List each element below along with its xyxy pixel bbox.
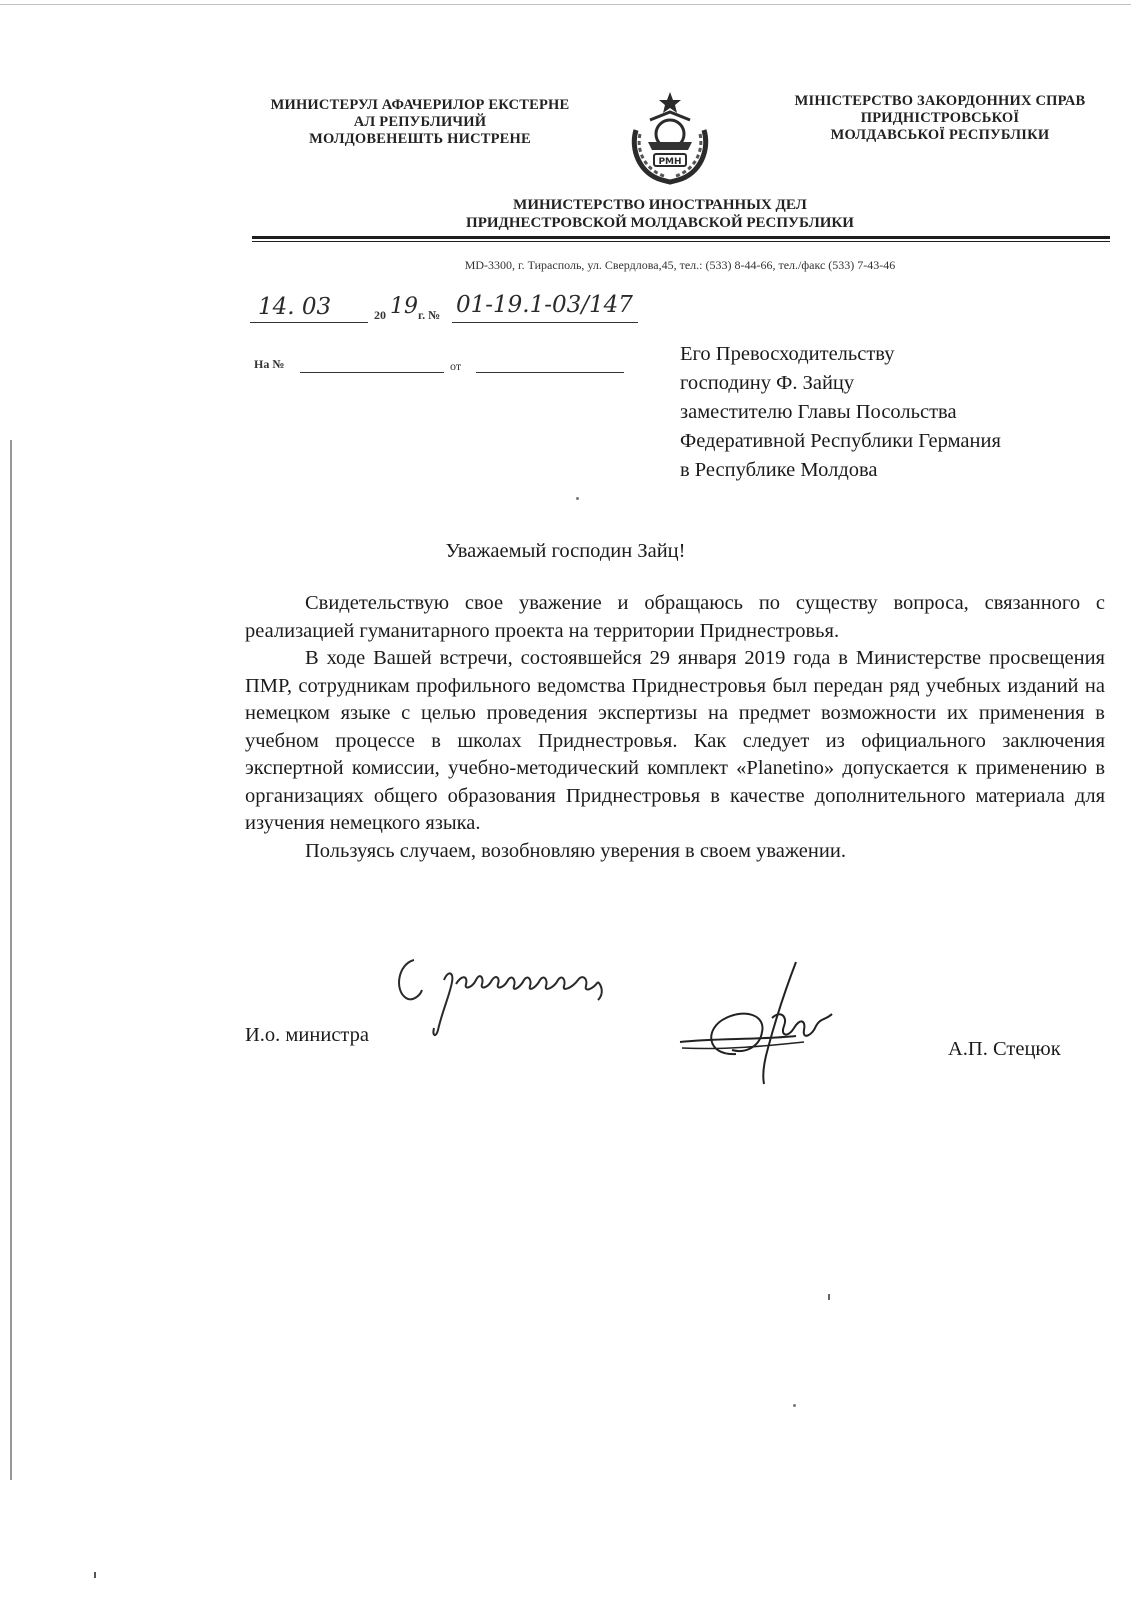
salutation: Уважаемый господин Зайц! <box>445 540 686 562</box>
incoming-reference <box>254 357 634 381</box>
year-suffix-number-label: г. № <box>418 308 441 322</box>
scan-speck <box>576 497 579 500</box>
scan-speck <box>94 1572 96 1578</box>
incoming-date-blank <box>476 372 624 373</box>
outgoing-date-underline <box>250 322 368 323</box>
ministry-name-russian-line2: ПРИДНЕСТРОВСКОЙ МОЛДАВСКОЙ РЕСПУБЛИКИ <box>466 215 854 231</box>
ministry-address: MD-3300, г. Тирасполь, ул. Свердлова,45, тел.: (533) 8-44-66, тел./факс (533) 7-43-46 <box>464 258 896 272</box>
incoming-number-blank <box>300 372 444 373</box>
year-handwritten: 19 <box>390 294 418 319</box>
ministry-name-ukrainian-line3: МОЛДАВСЬКОЇ РЕСПУБЛІКИ <box>830 127 1050 143</box>
signature-picture <box>676 958 836 1088</box>
recipient-line-2: господину Ф. Зайцу <box>680 372 855 394</box>
ministry-name-ukrainian-line1: МІНІСТЕРСТВО ЗАКОРДОННИХ СПРАВ <box>794 93 1086 109</box>
body-paragraph-3: Пользуясь случаем, возобновляю уверения в своем уважении. <box>305 839 846 862</box>
ministry-name-ukrainian-line2: ПРИДНІСТРОВСЬКОЇ <box>860 110 1020 126</box>
incoming-number-label: На № <box>254 357 285 371</box>
ministry-name-moldovan-line3: МОЛДОВЕНЕШТЬ НИСТРЕНЕ <box>309 131 531 147</box>
handwritten-closing <box>392 950 632 1040</box>
ministry-name-russian <box>420 196 900 232</box>
handwritten-closing-picture <box>392 950 632 1040</box>
letterhead-rule-thin <box>252 241 1110 242</box>
body-paragraph-2: В ходе Вашей встречи, состоявшейся 29 января 2019 года в Министерстве просвещения ПМР, сотрудникам профильного ведомства Приднестровья был передан ряд учебных изданий на немецком языке с целью проведения экспертизы на предмет возможности их применения в учебном процессе в школах Приднестровья. Как следует из официального заключения экспертной комиссии, учебно-методический комплект «Planetino» допускается к применению в организациях общего образования Приднестровья в качестве дополнительного материала для изучения немецкого языка. <box>245 647 1105 834</box>
handwritten-signature <box>676 958 836 1088</box>
ministry-name-moldovan <box>240 97 600 148</box>
ministry-name-russian-line1: МИНИСТЕРСТВО ИНОСТРАННЫХ ДЕЛ <box>513 197 807 213</box>
incoming-date-label: от <box>450 359 462 373</box>
outgoing-reference <box>250 292 670 328</box>
scan-top-line <box>0 4 1131 5</box>
outgoing-number-handwritten: 01-19.1-03/147 <box>456 292 633 318</box>
outgoing-number-underline <box>452 322 638 323</box>
letter-body <box>245 590 1105 865</box>
year-prefix: 20 <box>374 308 386 322</box>
scan-edge-mark <box>10 440 12 1480</box>
state-emblem <box>622 90 718 186</box>
body-paragraph-1: Свидетельствую свое уважение и обращаюсь по существу вопроса, связанного с реализацией гуманитарного проекта на территории Приднестровья. <box>245 592 1105 642</box>
recipient-line-1: Его Превосходительству <box>680 343 895 365</box>
signatory-name: А.П. Стецюк <box>948 1038 1061 1060</box>
outgoing-date-handwritten: 14. 03 <box>258 294 332 320</box>
recipient-line-5: в Республике Молдова <box>680 459 878 481</box>
recipient-line-4: Федеративной Республики Германия <box>680 430 1001 452</box>
recipient-line-3: заместителю Главы Посольства <box>680 401 957 423</box>
ministry-name-moldovan-line1: МИНИСТЕРУЛ АФАЧЕРИЛОР ЕКСТЕРНЕ <box>270 97 570 113</box>
recipient-address-block <box>680 340 1001 485</box>
signatory-title: И.о. министра <box>245 1024 369 1046</box>
scan-speck <box>828 1294 830 1300</box>
letterhead-rule-thick <box>252 236 1110 239</box>
ministry-name-moldovan-line2: АЛ РЕПУБЛИЧИЙ <box>353 114 487 130</box>
emblem-ribbon-text: РМН <box>658 157 682 167</box>
scan-speck <box>793 1404 796 1407</box>
ministry-name-ukrainian <box>770 93 1110 144</box>
state-emblem-icon <box>622 90 718 186</box>
